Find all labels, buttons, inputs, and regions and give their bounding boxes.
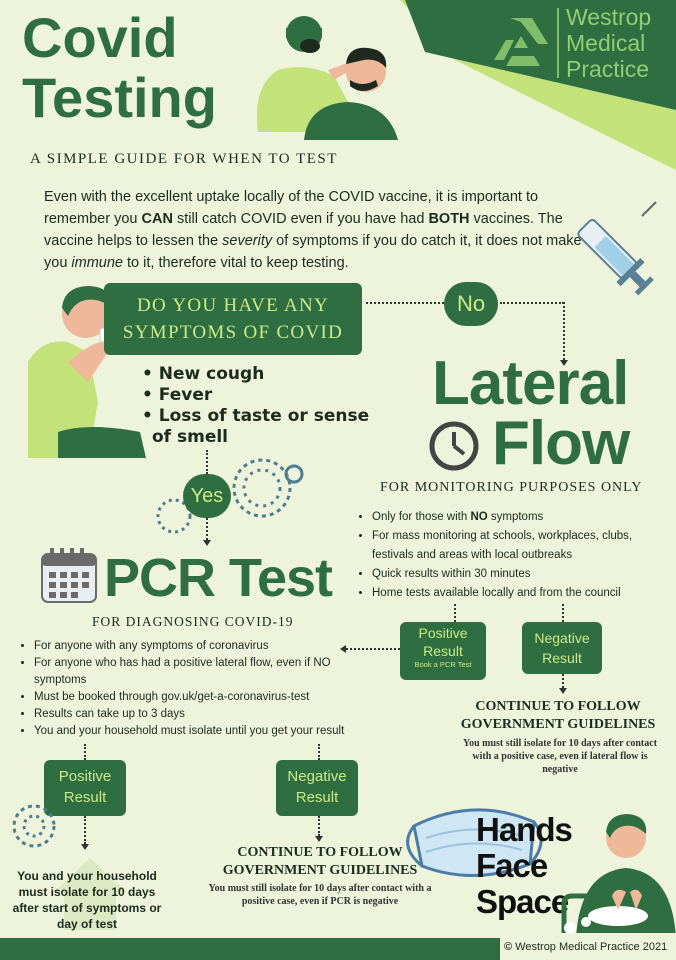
no-connector-left [366, 302, 444, 304]
symptom-text: Fever [158, 385, 213, 405]
intro-text-4: of symptoms if you do catch it, it does not make you [44, 233, 582, 271]
hfs-hands: Hands [476, 811, 572, 848]
lateral-positive-result-label: Result [423, 643, 463, 659]
arrow-to-isolate [81, 844, 89, 850]
lateral-guidelines-line2: GOVERNMENT GUIDELINES [460, 717, 656, 732]
pcr-guidelines-note: You must still isolate for 10 days after contact with a positive case, even if PCR is negative [208, 883, 432, 907]
positive-to-pcr-connector [346, 648, 400, 650]
pcr-positive-result-label: Result [63, 789, 107, 806]
syringe-icon [560, 198, 660, 308]
lateral-flow-title-line1: Lateral [432, 349, 629, 418]
symptom-item: • Fever [142, 385, 213, 405]
symptom-text: Loss of taste or sense [158, 406, 370, 426]
footer-credit-text: Westrop Medical Practice 2021 [515, 941, 668, 953]
virus-icon [4, 796, 68, 860]
hfs-face: Face [476, 847, 548, 884]
lateral-negative-down-connector [562, 674, 564, 688]
lateral-guidelines-heading [440, 698, 676, 734]
lateral-positive-connector [454, 604, 456, 622]
intro-text-3: vaccines. The vaccine helps to lessen the [44, 211, 563, 249]
swab-test-illustration [238, 6, 410, 140]
pcr-subtitle: FOR DIAGNOSING COVID-19 [92, 614, 294, 629]
lateral-flow-subtitle: FOR MONITORING PURPOSES ONLY [380, 480, 643, 495]
pcr-negative-connector [318, 744, 320, 760]
symptom-item: • Loss of taste or sense [142, 406, 370, 426]
lateral-negative-label: Negative [534, 630, 590, 646]
pcr-positive-down-connector [84, 816, 86, 844]
intro-paragraph [44, 186, 604, 274]
logo-divider [557, 8, 559, 78]
pcr-bullet: • You and your household must isolate until you get your result [34, 723, 368, 740]
lateral-flow-bullet [372, 508, 661, 527]
lateral-guidelines-line1: CONTINUE TO FOLLOW [475, 699, 641, 714]
lateral-bullet-1b: NO [470, 511, 488, 523]
pcr-positive-connector [84, 744, 86, 760]
yes-answer-badge: Yes [183, 474, 231, 518]
lateral-positive-label: Positive [418, 625, 468, 641]
yes-connector-bottom [206, 518, 208, 540]
clock-icon [428, 420, 480, 472]
symptoms-list [142, 364, 369, 448]
lateral-flow-bullets [356, 508, 661, 603]
arrow-to-pcr-guidelines [315, 836, 323, 842]
lateral-bullet-1c: symptoms [487, 511, 544, 523]
pcr-guidelines-line1: CONTINUE TO FOLLOW [237, 845, 403, 860]
practice-name [566, 4, 651, 82]
page-title [22, 8, 217, 128]
symptom-text: New cough [158, 364, 265, 384]
symptoms-question-line1: DO YOU HAVE ANY [136, 295, 330, 316]
intro-can: CAN [141, 211, 173, 227]
arrow-to-pcr-bullets [340, 645, 346, 653]
symptom-item: • New cough [142, 364, 265, 384]
pcr-guidelines-line2: GOVERNMENT GUIDELINES [222, 863, 418, 878]
book-pcr-note: Book a PCR Test [414, 660, 472, 669]
pcr-negative-result-box [276, 760, 358, 816]
lateral-bullet-1a: Only for those with [372, 511, 471, 523]
pcr-bullet: • Must be booked through gov.uk/get-a-coronavirus-test [34, 689, 368, 706]
practice-name-line3: Practice [566, 56, 650, 82]
practice-name-line2: Medical [566, 30, 646, 56]
arrow-to-pcr [203, 540, 211, 546]
calendar-icon [40, 546, 98, 604]
no-answer-badge: No [444, 282, 498, 326]
no-connector-right [500, 302, 564, 304]
intro-text-1: Even with the excellent uptake locally of the COVID vaccine, it is important to remember you [44, 189, 539, 227]
pcr-positive-label: Positive [58, 768, 112, 785]
yes-connector-top [206, 450, 208, 474]
lateral-negative-connector [562, 604, 564, 622]
intro-text-2: still catch COVID even if you have had [172, 211, 429, 227]
lateral-flow-bullet: • Quick results within 30 minutes [372, 565, 661, 584]
lateral-negative-result-box [522, 622, 602, 674]
practice-logo-icon [492, 14, 550, 68]
pcr-bullet: • For anyone with any symptoms of coronavirus [34, 638, 368, 655]
pcr-bullet: • Results can take up to 3 days [34, 706, 368, 723]
symptoms-question-line2: SYMPTOMS OF COVID [122, 322, 344, 343]
page-title-line2: Testing [22, 66, 217, 129]
symptom-item-continued: of smell [152, 427, 229, 447]
footer-credit [504, 941, 667, 953]
intro-both: BOTH [428, 211, 470, 227]
arrow-to-lateral-guidelines [559, 688, 567, 694]
hfs-space: Space [476, 883, 569, 920]
symptoms-question-box [104, 283, 362, 355]
lateral-guidelines-note: You must still isolate for 10 days after contact with a positive case, even if lateral flow is negative [462, 738, 658, 775]
handwashing-person-illustration [556, 812, 676, 938]
pcr-bullet: • For anyone who has had a positive lateral flow, even if NO symptoms [34, 655, 368, 689]
practice-name-line1: Westrop [566, 4, 652, 30]
lateral-flow-bullet: • For mass monitoring at schools, workplaces, clubs, festivals and areas with local outbreaks [372, 527, 661, 565]
pcr-negative-result-label: Result [295, 789, 339, 806]
page-title-line1: Covid [22, 6, 178, 69]
lateral-negative-result-label: Result [542, 650, 582, 666]
lateral-flow-title-line2: Flow [492, 409, 630, 478]
copyright-icon: © [504, 941, 513, 953]
pcr-negative-down-connector [318, 816, 320, 836]
intro-severity: severity [222, 233, 273, 249]
lateral-flow-bullet: • Home tests available locally and from the council [372, 584, 661, 603]
page-subtitle: A SIMPLE GUIDE FOR WHEN TO TEST [30, 151, 338, 167]
pcr-positive-isolate-text: You and your household must isolate for 10 days after start of symptoms or day of test [12, 869, 162, 931]
pcr-bullets [18, 638, 368, 740]
pcr-title: PCR Test [104, 548, 333, 608]
lateral-positive-result-box [400, 622, 486, 680]
intro-immune: immune [71, 255, 123, 271]
intro-text-5: to it, therefore vital to keep testing. [123, 255, 349, 271]
pcr-negative-label: Negative [287, 768, 347, 785]
